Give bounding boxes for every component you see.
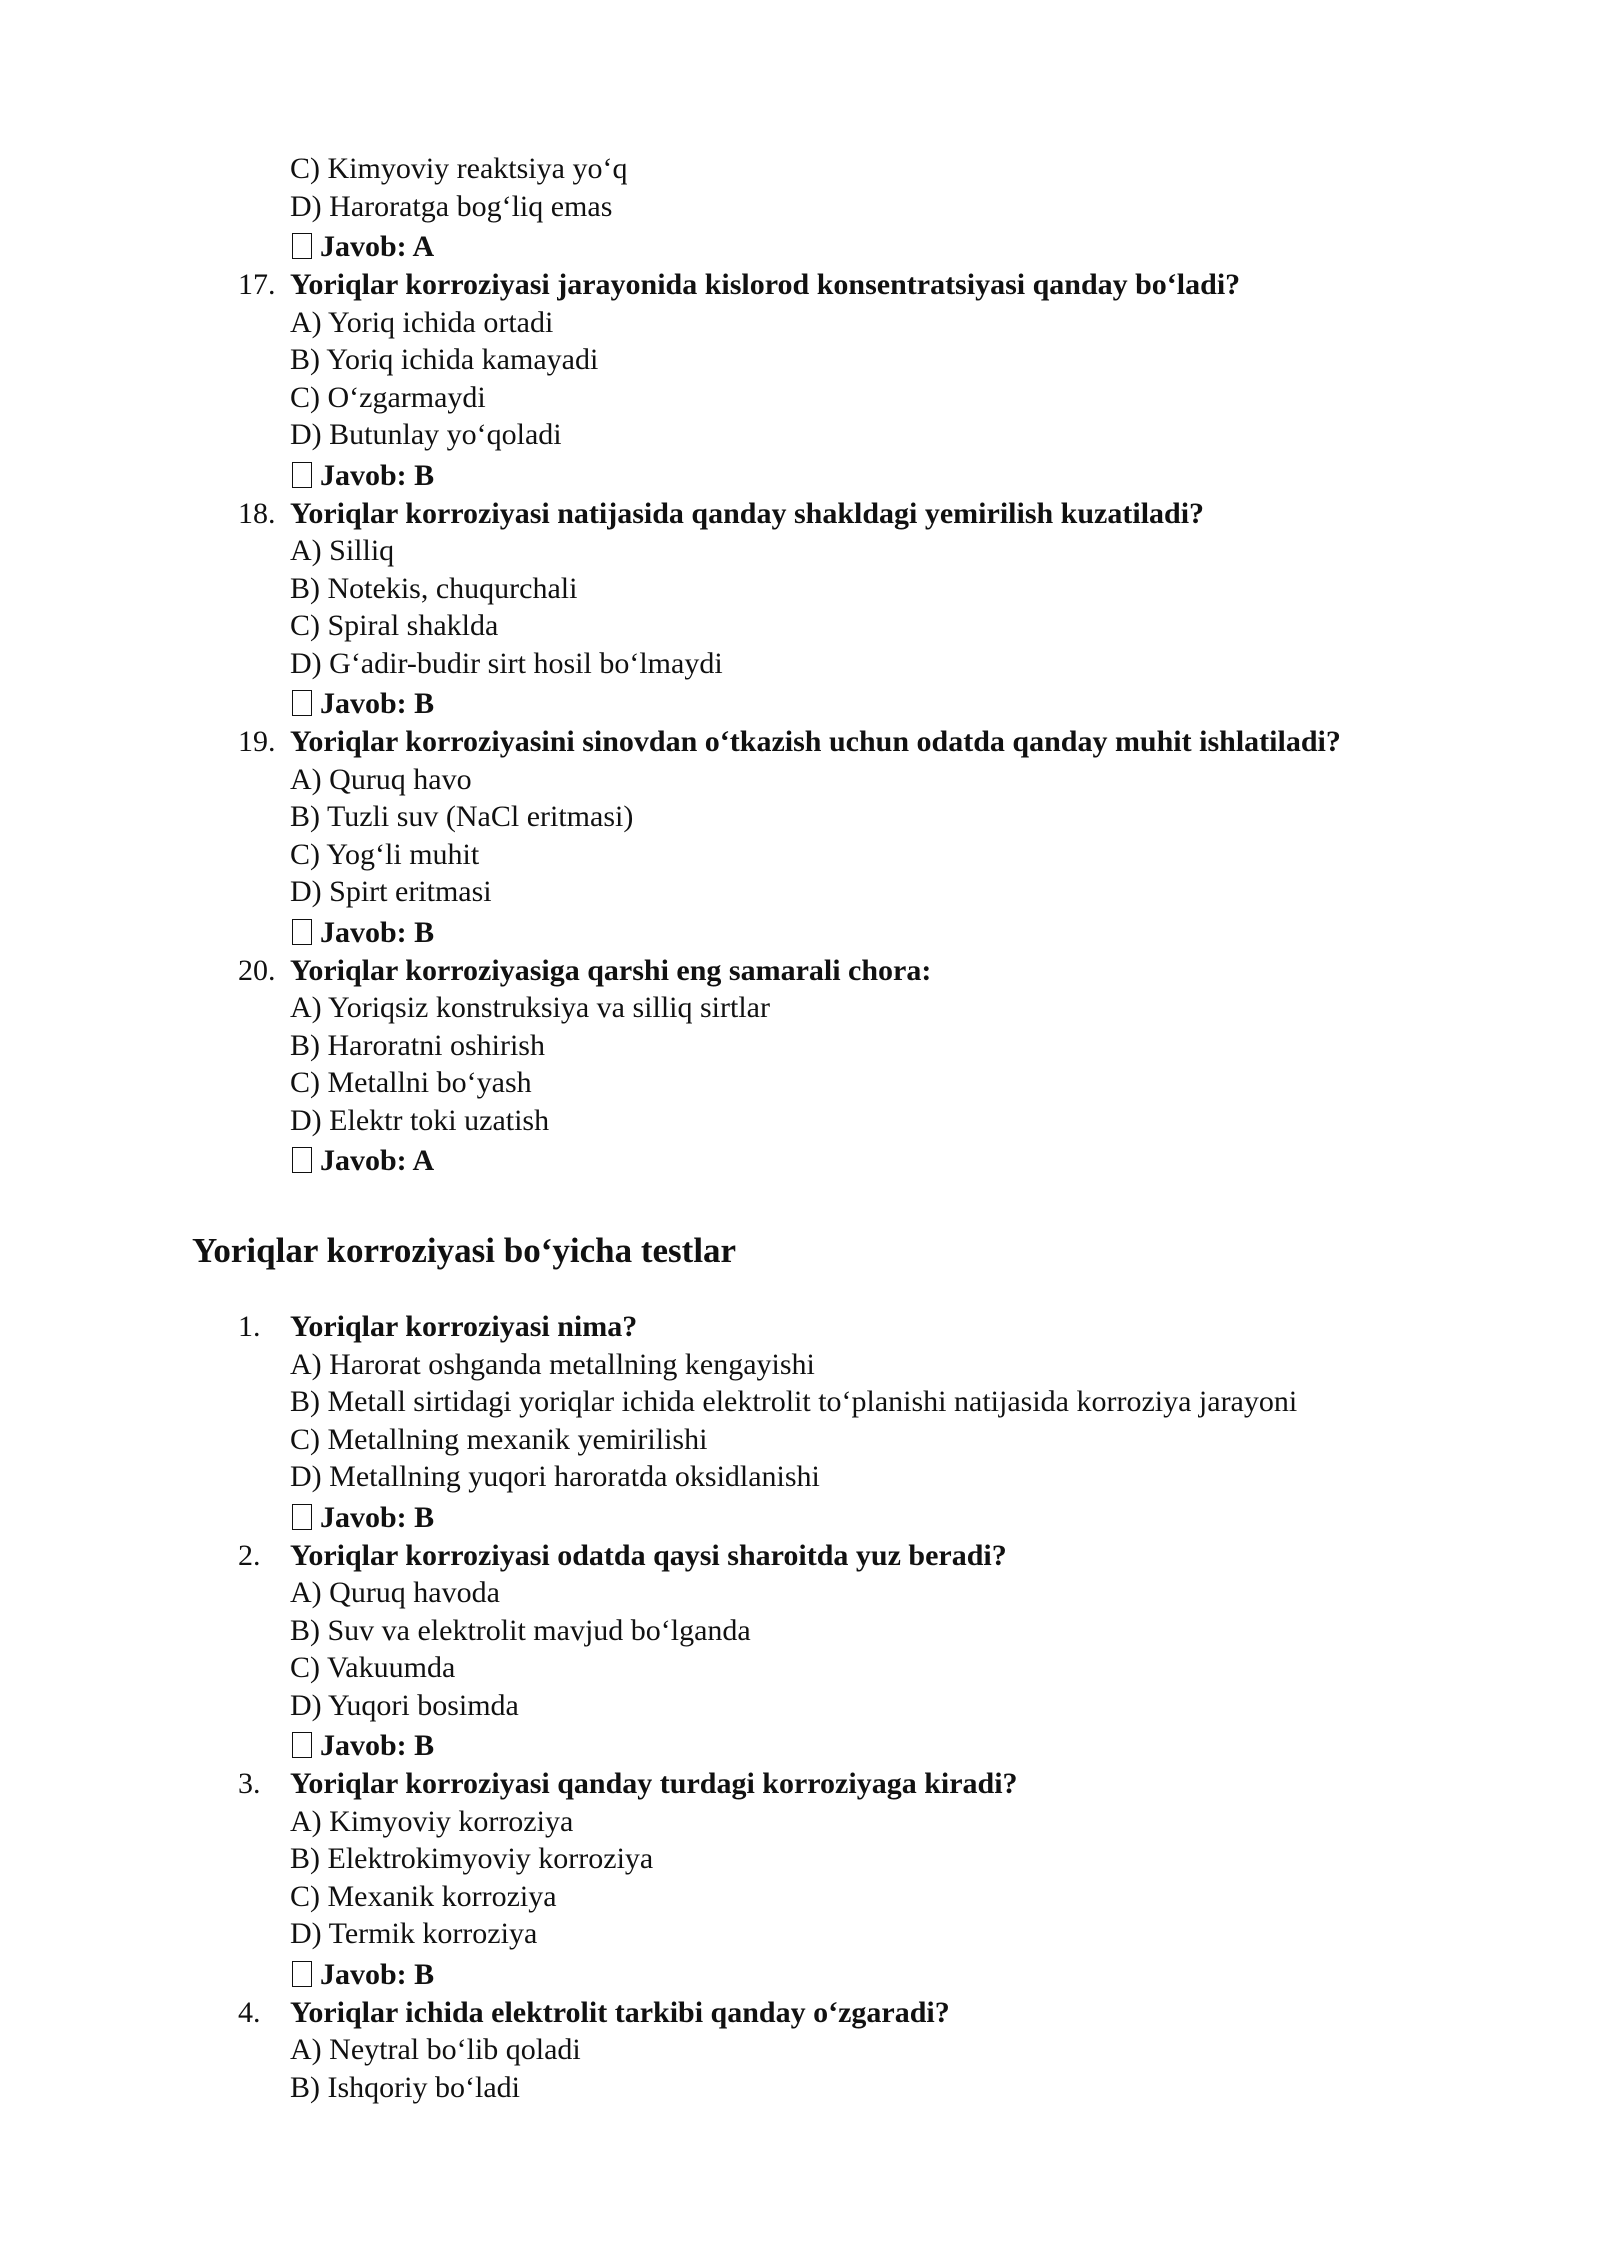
- question-number: 1.: [238, 1310, 261, 1343]
- question-text: Yoriqlar korroziyasi odatda qaysi sharoitda yuz beradi?: [290, 1538, 1007, 1572]
- checkbox-glyph-icon: [292, 919, 312, 945]
- option-line: A) Quruq havo: [290, 762, 472, 796]
- option-line: A) Neytral bo‘lib qoladi: [290, 2033, 581, 2066]
- question-line: [0, 495, 1600, 533]
- checkbox-glyph-icon: [292, 1504, 312, 1530]
- answer-line: Javob: B: [0, 911, 1600, 952]
- option-line: C) Kimyoviy reaktsiya yo‘q: [290, 152, 628, 185]
- answer-line: Javob: B: [0, 1724, 1600, 1765]
- checkbox-glyph-icon: [292, 1732, 312, 1758]
- question-line: [0, 1994, 1600, 2032]
- checkbox-glyph-icon: [292, 1961, 312, 1987]
- question-number: 2.: [238, 1538, 261, 1572]
- option-line: C) Yog‘li muhit: [290, 837, 480, 871]
- question-number: 20.: [238, 953, 276, 987]
- option-line: D) Haroratga bog‘liq emas: [290, 189, 613, 223]
- question-text: Yoriqlar korroziyasiga qarshi eng samarali chora:: [290, 953, 932, 987]
- question-line: [0, 723, 1600, 761]
- option-line: B) Tuzli suv (NaCl eritmasi): [290, 800, 634, 833]
- option-line: A) Kimyoviy korroziya: [290, 1804, 574, 1838]
- top-section: [0, 150, 1600, 1180]
- option-line: C) Vakuumda: [290, 1651, 456, 1684]
- option-line: D) Termik korroziya: [290, 1917, 538, 1950]
- option-line: D) Butunlay yo‘qoladi: [290, 418, 562, 451]
- question-text: Yoriqlar ichida elektrolit tarkibi qanday o‘zgaradi?: [290, 1995, 950, 2029]
- option-line: C) Spiral shaklda: [290, 609, 499, 642]
- option-line: B) Yoriq ichida kamayadi: [290, 343, 599, 376]
- question-line: [0, 952, 1600, 990]
- checkbox-glyph-icon: [292, 690, 312, 716]
- option-line: B) Ishqoriy bo‘ladi: [290, 2070, 520, 2104]
- answer-line: Javob: A: [0, 1139, 1600, 1180]
- question-text: Yoriqlar korroziyasini sinovdan o‘tkazish uchun odatda qanday muhit ishlatiladi?: [290, 725, 1341, 758]
- option-line: B) Elektrokimyoviy korroziya: [290, 1842, 654, 1875]
- question-text: Yoriqlar korroziyasi nima?: [290, 1310, 638, 1343]
- answer-line: Javob: A: [0, 225, 1600, 266]
- question-line: [0, 266, 1600, 304]
- option-line: C) O‘zgarmaydi: [290, 380, 486, 414]
- option-line: A) Quruq havoda: [290, 1576, 500, 1609]
- option-line: B) Metall sirtidagi yoriqlar ichida elektrolit to‘planishi natijasida korroziya jarayoni: [290, 1385, 1298, 1418]
- option-line: C) Metallni bo‘yash: [290, 1066, 532, 1099]
- option-line: A) Yoriq ichida ortadi: [290, 305, 554, 339]
- question-number: 3.: [238, 1767, 261, 1800]
- option-line: A) Silliq: [290, 534, 395, 567]
- question-text: Yoriqlar korroziyasi jarayonida kislorod konsentratsiyasi qanday bo‘ladi?: [290, 268, 1241, 301]
- question-line: [0, 1537, 1600, 1575]
- checkbox-glyph-icon: [292, 1147, 312, 1173]
- answer-line: Javob: B: [0, 454, 1600, 495]
- question-number: 4.: [238, 1995, 261, 2029]
- question-text: Yoriqlar korroziyasi qanday turdagi korroziyaga kiradi?: [290, 1767, 1018, 1800]
- option-line: A) Harorat oshganda metallning kengayishi: [290, 1347, 815, 1381]
- option-line: A) Yoriqsiz konstruksiya va silliq sirtlar: [290, 991, 770, 1024]
- answer-line: Javob: B: [0, 1953, 1600, 1994]
- checkbox-glyph-icon: [292, 462, 312, 488]
- option-line: B) Notekis, chuqurchali: [290, 571, 578, 605]
- question-line: [0, 1765, 1600, 1803]
- option-line: D) Elektr toki uzatish: [290, 1103, 550, 1137]
- question-number: 19.: [238, 725, 276, 758]
- option-line: C) Mexanik korroziya: [290, 1879, 557, 1913]
- option-line: D) Metallning yuqori haroratda oksidlanishi: [290, 1460, 820, 1493]
- section-heading: Yoriqlar korroziyasi bo‘yicha testlar: [192, 1231, 737, 1270]
- option-line: B) Suv va elektrolit mavjud bo‘lganda: [290, 1613, 751, 1647]
- answer-line: Javob: B: [0, 682, 1600, 723]
- question-text: Yoriqlar korroziyasi natijasida qanday shakldagi yemirilish kuzatiladi?: [290, 496, 1205, 530]
- checkbox-glyph-icon: [292, 233, 312, 259]
- option-line: D) Spirt eritmasi: [290, 875, 492, 908]
- question-line: [0, 1308, 1600, 1346]
- option-line: D) Yuqori bosimda: [290, 1688, 519, 1722]
- question-number: 18.: [238, 496, 276, 530]
- question-number: 17.: [238, 268, 276, 301]
- option-line: D) G‘adir-budir sirt hosil bo‘lmaydi: [290, 646, 723, 680]
- option-line: C) Metallning mexanik yemirilishi: [290, 1422, 708, 1456]
- bottom-section: [0, 1308, 1600, 2106]
- answer-line: Javob: B: [0, 1496, 1600, 1537]
- option-line: B) Haroratni oshirish: [290, 1028, 545, 1062]
